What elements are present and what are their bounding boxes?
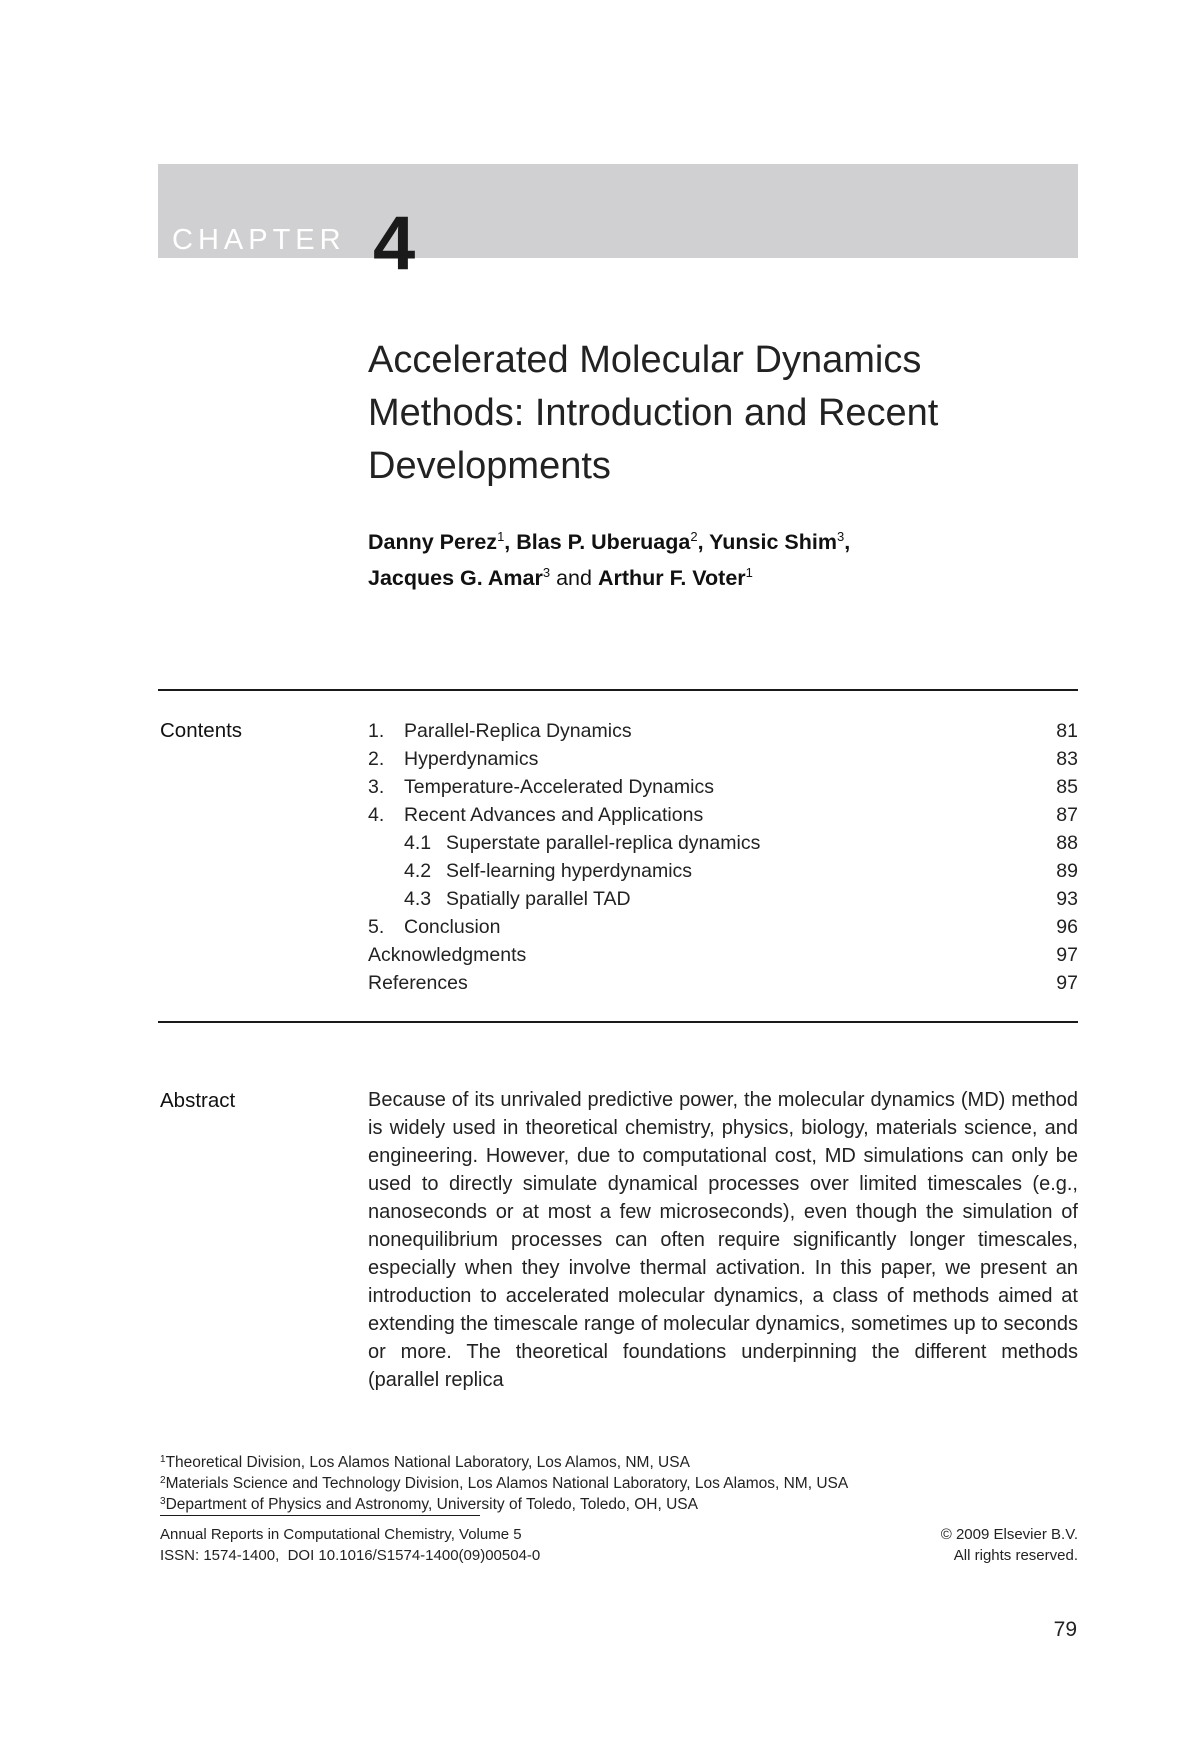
toc-entry[interactable] (368, 745, 1078, 773)
toc-entry-number: 3. (368, 776, 385, 798)
author-name: Danny Perez (368, 530, 498, 554)
toc-entry-page: 89 (1056, 860, 1078, 882)
toc-entry[interactable] (368, 941, 1078, 969)
title-line: Methods: Introduction and Recent (368, 392, 939, 434)
affiliation-footnotes (160, 1452, 920, 1515)
footnote (160, 1473, 920, 1494)
toc-entry-number: 1. (368, 720, 385, 742)
toc-entry-title: Hyperdynamics (404, 748, 539, 770)
toc-entry-number: 4.1 (404, 832, 432, 854)
footnote (160, 1452, 920, 1473)
toc-entry-page: 87 (1056, 804, 1078, 826)
journal-title: Annual Reports in Computational Chemistry, Volume 5 (160, 1526, 522, 1543)
contents-label: Contents (160, 719, 243, 742)
toc-entry-number: 2. (368, 748, 385, 770)
toc-entry[interactable] (368, 969, 1078, 997)
toc-entry[interactable] (368, 717, 1078, 745)
author-line (368, 560, 1068, 596)
toc-entry[interactable] (368, 885, 1078, 913)
footnote-text: Materials Science and Technology Division, Los Alamos National Laboratory, Los Alamos, NM, USA (165, 1475, 849, 1492)
abstract-body (368, 1086, 1078, 1394)
affiliation-mark: 1 (745, 565, 753, 580)
copyright: © 2009 Elsevier B.V. (940, 1526, 1078, 1543)
toc-entry-title: Acknowledgments (368, 944, 527, 966)
toc-entry[interactable] (368, 773, 1078, 801)
chapter-number: 4 (373, 201, 416, 286)
toc-entry-page: 81 (1056, 720, 1078, 742)
page-number: 79 (1053, 1618, 1077, 1641)
toc-entry[interactable] (368, 857, 1078, 885)
chapter-label: CHAPTER (172, 224, 346, 256)
footnote-text: Theoretical Division, Los Alamos National Laboratory, Los Alamos, NM, USA (165, 1454, 690, 1471)
footnote-text: Department of Physics and Astronomy, University of Toledo, Toledo, OH, USA (165, 1496, 698, 1513)
toc-entry-title: Parallel-Replica Dynamics (404, 720, 632, 742)
footnote-mark: 2 (160, 1475, 166, 1486)
abstract-text: Because of its unrivaled predictive power, the molecular dynamics (MD) method is widely used in theoretical chemistry, physics, biology, materials science, and engineering. However, due to computational cost, MD simulations can only be used to directly simulate dynamical processes over limited timescales (e.g., nanoseconds or at most a few microseconds), even though the simulation of nonequilibrium processes can often require significantly longer timescales, especially when they involve thermal activation. In this paper, we present an introduction to accelerated molecular dynamics, a class of methods aimed at extending the timescale range of molecular dynamics, sometimes up to seconds or more. The theoretical foundations underpinning the different methods (parallel replica (368, 1089, 1078, 1391)
affiliation-mark: 1 (497, 529, 505, 544)
toc-entry-number: 4.3 (404, 888, 432, 910)
toc-entry-title: References (368, 972, 468, 994)
toc-entry[interactable] (368, 801, 1078, 829)
toc-entry-page: 83 (1056, 748, 1078, 770)
toc-entry-title: Conclusion (404, 916, 501, 938)
author-separator: , (697, 530, 710, 554)
footnote-mark: 1 (160, 1454, 166, 1465)
toc-entry-number: 4. (368, 804, 385, 826)
journal-issn-doi: ISSN: 1574-1400, DOI 10.1016/S1574-1400(09)00504-0 (160, 1547, 541, 1564)
toc-entry-title: Superstate parallel-replica dynamics (446, 832, 761, 854)
affiliation-mark: 3 (542, 565, 551, 580)
author-list (368, 524, 1068, 596)
toc-entry[interactable] (368, 913, 1078, 941)
toc-entry-title: Spatially parallel TAD (446, 888, 631, 910)
title-line: Developments (368, 445, 611, 487)
toc-entry-number: 4.2 (404, 860, 432, 882)
journal-info (160, 1524, 540, 1566)
toc-entry-page: 88 (1056, 832, 1078, 854)
copyright-info (941, 1524, 1078, 1566)
toc-entry-page: 85 (1056, 776, 1078, 798)
footnote (160, 1494, 920, 1515)
footnote-rule (160, 1515, 480, 1516)
toc-entry-page: 93 (1056, 888, 1078, 910)
contents-bottom-rule (158, 1021, 1078, 1023)
title-line: Accelerated Molecular Dynamics (368, 339, 922, 381)
author-name: Arthur F. Voter (597, 566, 746, 590)
contents-top-rule (158, 689, 1078, 691)
author-separator: , (504, 530, 517, 554)
author-separator: and (550, 566, 598, 590)
toc-entry[interactable] (368, 829, 1078, 857)
toc-entry-page: 97 (1056, 944, 1078, 966)
abstract-label: Abstract (160, 1089, 236, 1112)
toc-entry-title: Recent Advances and Applications (404, 804, 704, 826)
toc-entry-title: Temperature-Accelerated Dynamics (404, 776, 714, 798)
author-name: Jacques G. Amar (368, 566, 543, 590)
toc-entry-page: 97 (1056, 972, 1078, 994)
table-of-contents (368, 717, 1078, 997)
affiliation-mark: 3 (836, 529, 845, 544)
author-name: Yunsic Shim (709, 530, 837, 554)
rights: All rights reserved. (953, 1547, 1078, 1564)
toc-entry-page: 96 (1056, 916, 1078, 938)
toc-entry-number: 5. (368, 916, 385, 938)
toc-entry-title: Self-learning hyperdynamics (446, 860, 693, 882)
footnote-mark: 3 (160, 1496, 166, 1507)
author-name: Blas P. Uberuaga (516, 530, 691, 554)
affiliation-mark: 2 (690, 529, 698, 544)
chapter-title (368, 334, 1068, 493)
author-line (368, 524, 1068, 560)
author-separator: , (844, 530, 851, 554)
